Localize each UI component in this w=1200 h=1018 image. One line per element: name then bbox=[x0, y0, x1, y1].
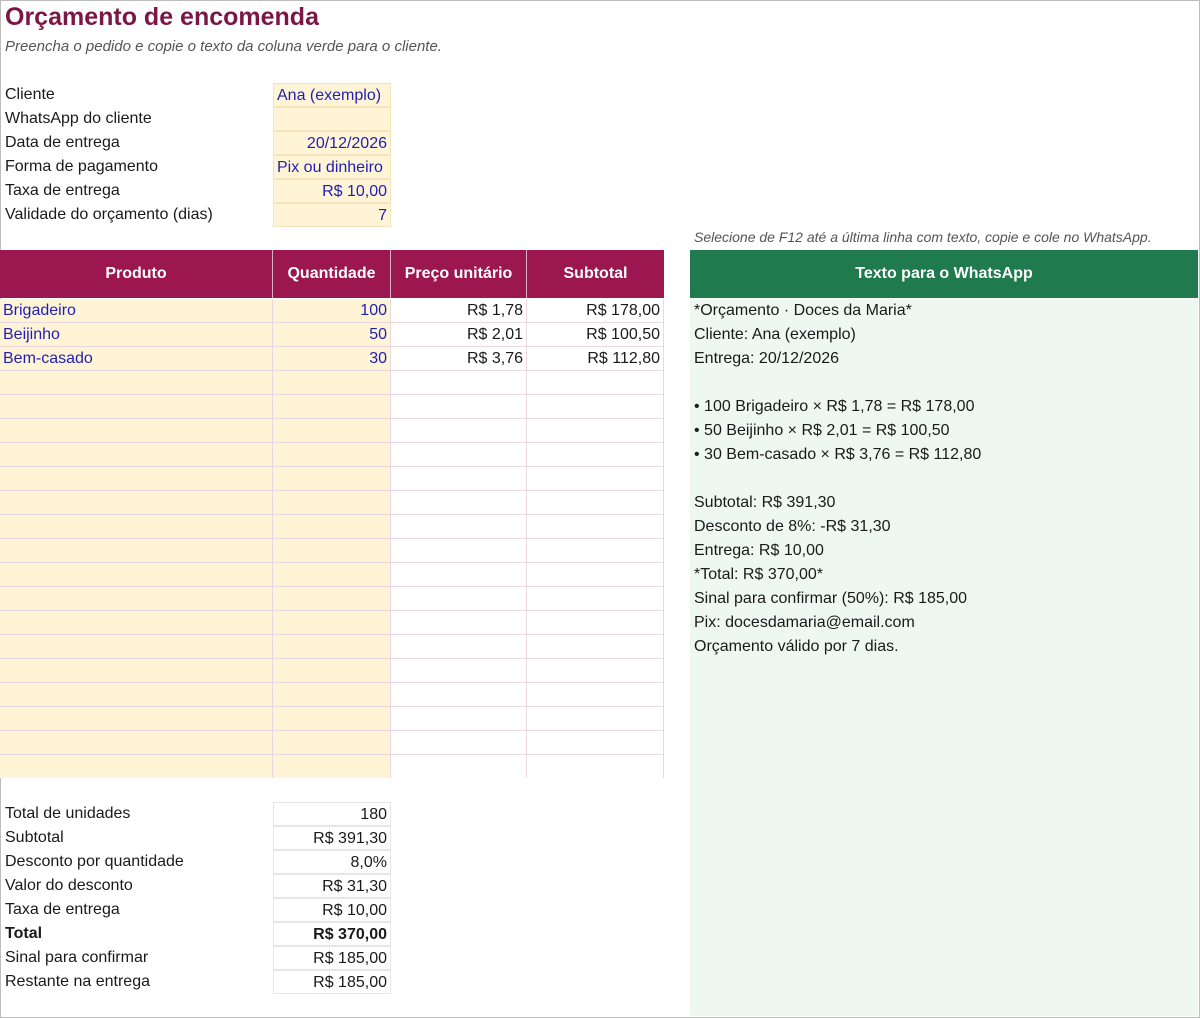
cell-quantidade[interactable] bbox=[273, 611, 391, 635]
cell-produto[interactable] bbox=[0, 419, 273, 443]
cell-subtotal[interactable] bbox=[527, 515, 664, 539]
table-row bbox=[0, 467, 664, 491]
whatsapp-text-line: Pix: docesdamaria@email.com bbox=[694, 614, 915, 631]
column-header-subtotal[interactable]: Subtotal bbox=[527, 250, 664, 298]
whatsapp-text-line: • 30 Bem-casado × R$ 3,76 = R$ 112,80 bbox=[694, 446, 982, 463]
table-row bbox=[0, 419, 664, 443]
cell-subtotal[interactable] bbox=[527, 491, 664, 515]
table-row bbox=[0, 611, 664, 635]
cell-quantidade[interactable]: 50 bbox=[273, 323, 391, 347]
cell-produto[interactable] bbox=[0, 371, 273, 395]
cell-preco-unitario[interactable]: R$ 2,01 bbox=[391, 323, 527, 347]
input-whatsapp[interactable] bbox=[273, 107, 391, 131]
cell-quantidade[interactable] bbox=[273, 395, 391, 419]
cell-produto[interactable] bbox=[0, 515, 273, 539]
total-value[interactable]: R$ 391,30 bbox=[273, 826, 391, 850]
table-row bbox=[0, 443, 664, 467]
cell-subtotal[interactable] bbox=[527, 611, 664, 635]
total-label: Subtotal bbox=[5, 829, 64, 846]
input-forma-pagamento[interactable]: Pix ou dinheiro bbox=[273, 155, 391, 179]
cell-subtotal[interactable] bbox=[527, 467, 664, 491]
label-taxa-entrega: Taxa de entrega bbox=[5, 182, 120, 199]
total-label: Total de unidades bbox=[5, 805, 131, 822]
whatsapp-text-line: Orçamento válido por 7 dias. bbox=[694, 638, 899, 655]
cell-subtotal[interactable] bbox=[527, 539, 664, 563]
cell-quantidade[interactable] bbox=[273, 419, 391, 443]
table-row bbox=[0, 707, 664, 731]
cell-quantidade[interactable] bbox=[273, 659, 391, 683]
label-data-entrega: Data de entrega bbox=[5, 134, 120, 151]
whatsapp-text-line: Cliente: Ana (exemplo) bbox=[694, 326, 856, 343]
table-row bbox=[0, 323, 664, 347]
table-row bbox=[0, 299, 664, 323]
table-row bbox=[0, 563, 664, 587]
input-cliente[interactable]: Ana (exemplo) bbox=[273, 83, 391, 107]
copy-instruction-note: Selecione de F12 até a última linha com texto, copie e cole no WhatsApp. bbox=[694, 229, 1152, 245]
total-value[interactable]: R$ 10,00 bbox=[273, 898, 391, 922]
table-row bbox=[0, 539, 664, 563]
label-cliente: Cliente bbox=[5, 86, 55, 103]
cell-produto[interactable] bbox=[0, 443, 273, 467]
column-header-quantidade[interactable]: Quantidade bbox=[273, 250, 391, 298]
total-value[interactable]: R$ 370,00 bbox=[273, 922, 391, 946]
whatsapp-text-line: • 50 Beijinho × R$ 2,01 = R$ 100,50 bbox=[694, 422, 950, 439]
cell-quantidade[interactable] bbox=[273, 563, 391, 587]
order-table bbox=[0, 299, 664, 778]
cell-produto[interactable] bbox=[0, 491, 273, 515]
whatsapp-text-panel[interactable] bbox=[690, 299, 1198, 1016]
total-label: Restante na entrega bbox=[5, 973, 150, 990]
cell-preco-unitario[interactable] bbox=[391, 587, 527, 611]
cell-produto[interactable] bbox=[0, 395, 273, 419]
cell-preco-unitario[interactable] bbox=[391, 419, 527, 443]
input-data-entrega[interactable]: 20/12/2026 bbox=[273, 131, 391, 155]
whatsapp-text-line: *Total: R$ 370,00* bbox=[694, 566, 823, 583]
cell-subtotal[interactable]: R$ 100,50 bbox=[527, 323, 664, 347]
cell-produto[interactable]: Brigadeiro bbox=[0, 299, 273, 323]
cell-subtotal[interactable] bbox=[527, 755, 664, 778]
cell-preco-unitario[interactable] bbox=[391, 443, 527, 467]
label-forma-pagamento: Forma de pagamento bbox=[5, 158, 158, 175]
whatsapp-column-header[interactable]: Texto para o WhatsApp bbox=[690, 250, 1198, 298]
cell-quantidade[interactable] bbox=[273, 755, 391, 778]
cell-preco-unitario[interactable] bbox=[391, 539, 527, 563]
cell-subtotal[interactable] bbox=[527, 371, 664, 395]
table-row bbox=[0, 395, 664, 419]
total-label: Desconto por quantidade bbox=[5, 853, 184, 870]
cell-preco-unitario[interactable] bbox=[391, 491, 527, 515]
cell-preco-unitario[interactable] bbox=[391, 683, 527, 707]
table-row bbox=[0, 371, 664, 395]
total-value[interactable]: 180 bbox=[273, 802, 391, 826]
cell-quantidade[interactable] bbox=[273, 371, 391, 395]
cell-preco-unitario[interactable] bbox=[391, 659, 527, 683]
whatsapp-text-line: Entrega: 20/12/2026 bbox=[694, 350, 840, 367]
input-validade[interactable]: 7 bbox=[273, 203, 391, 227]
cell-produto[interactable] bbox=[0, 683, 273, 707]
cell-preco-unitario[interactable]: R$ 3,76 bbox=[391, 347, 527, 371]
cell-subtotal[interactable] bbox=[527, 563, 664, 587]
total-label: Total bbox=[5, 925, 43, 942]
table-row bbox=[0, 683, 664, 707]
cell-produto[interactable] bbox=[0, 611, 273, 635]
cell-quantidade[interactable] bbox=[273, 731, 391, 755]
cell-produto[interactable] bbox=[0, 659, 273, 683]
table-row bbox=[0, 515, 664, 539]
table-row bbox=[0, 635, 664, 659]
total-value[interactable]: R$ 31,30 bbox=[273, 874, 391, 898]
cell-subtotal[interactable] bbox=[527, 731, 664, 755]
cell-produto[interactable] bbox=[0, 635, 273, 659]
cell-subtotal[interactable]: R$ 112,80 bbox=[527, 347, 664, 371]
label-validade: Validade do orçamento (dias) bbox=[5, 206, 213, 223]
whatsapp-text-line: Entrega: R$ 10,00 bbox=[694, 542, 824, 559]
column-header-preco-unitario[interactable]: Preço unitário bbox=[391, 250, 527, 298]
cell-preco-unitario[interactable] bbox=[391, 467, 527, 491]
cell-preco-unitario[interactable] bbox=[391, 563, 527, 587]
cell-subtotal[interactable] bbox=[527, 587, 664, 611]
total-value[interactable]: 8,0% bbox=[273, 850, 391, 874]
total-label: Taxa de entrega bbox=[5, 901, 120, 918]
whatsapp-text-line: Desconto de 8%: -R$ 31,30 bbox=[694, 518, 891, 535]
cell-quantidade[interactable] bbox=[273, 707, 391, 731]
cell-preco-unitario[interactable] bbox=[391, 731, 527, 755]
cell-quantidade[interactable] bbox=[273, 683, 391, 707]
column-header-produto[interactable]: Produto bbox=[0, 250, 273, 298]
input-taxa-entrega[interactable]: R$ 10,00 bbox=[273, 179, 391, 203]
cell-preco-unitario[interactable] bbox=[391, 395, 527, 419]
cell-produto[interactable] bbox=[0, 707, 273, 731]
cell-produto[interactable] bbox=[0, 539, 273, 563]
cell-quantidade[interactable] bbox=[273, 515, 391, 539]
whatsapp-text-line: Subtotal: R$ 391,30 bbox=[694, 494, 836, 511]
cell-produto[interactable]: Beijinho bbox=[0, 323, 273, 347]
cell-subtotal[interactable]: R$ 178,00 bbox=[527, 299, 664, 323]
cell-subtotal[interactable] bbox=[527, 659, 664, 683]
cell-quantidade[interactable]: 100 bbox=[273, 299, 391, 323]
table-row bbox=[0, 491, 664, 515]
cell-subtotal[interactable] bbox=[527, 443, 664, 467]
total-label: Sinal para confirmar bbox=[5, 949, 149, 966]
cell-quantidade[interactable] bbox=[273, 443, 391, 467]
table-row bbox=[0, 347, 664, 371]
cell-quantidade[interactable] bbox=[273, 467, 391, 491]
table-row bbox=[0, 659, 664, 683]
cell-preco-unitario[interactable] bbox=[391, 611, 527, 635]
whatsapp-text-line: • 100 Brigadeiro × R$ 1,78 = R$ 178,00 bbox=[694, 398, 975, 415]
total-label: Valor do desconto bbox=[5, 877, 133, 894]
cell-produto[interactable]: Bem-casado bbox=[0, 347, 273, 371]
table-row bbox=[0, 755, 664, 778]
page-subtitle: Preencha o pedido e copie o texto da coluna verde para o cliente. bbox=[5, 38, 442, 55]
cell-subtotal[interactable] bbox=[527, 683, 664, 707]
cell-produto[interactable] bbox=[0, 467, 273, 491]
page-title: Orçamento de encomenda bbox=[5, 3, 319, 31]
whatsapp-text-line: *Orçamento · Doces da Maria* bbox=[694, 302, 912, 319]
total-value[interactable]: R$ 185,00 bbox=[273, 970, 391, 994]
cell-quantidade[interactable] bbox=[273, 635, 391, 659]
cell-quantidade[interactable]: 30 bbox=[273, 347, 391, 371]
cell-preco-unitario[interactable] bbox=[391, 515, 527, 539]
cell-produto[interactable] bbox=[0, 755, 273, 778]
cell-preco-unitario[interactable]: R$ 1,78 bbox=[391, 299, 527, 323]
table-row bbox=[0, 587, 664, 611]
cell-produto[interactable] bbox=[0, 563, 273, 587]
cell-subtotal[interactable] bbox=[527, 395, 664, 419]
cell-preco-unitario[interactable] bbox=[391, 635, 527, 659]
cell-produto[interactable] bbox=[0, 731, 273, 755]
label-whatsapp: WhatsApp do cliente bbox=[5, 110, 152, 127]
cell-quantidade[interactable] bbox=[273, 491, 391, 515]
whatsapp-text-line: Sinal para confirmar (50%): R$ 185,00 bbox=[694, 590, 968, 607]
cell-subtotal[interactable] bbox=[527, 707, 664, 731]
cell-preco-unitario[interactable] bbox=[391, 707, 527, 731]
cell-produto[interactable] bbox=[0, 587, 273, 611]
cell-quantidade[interactable] bbox=[273, 539, 391, 563]
cell-preco-unitario[interactable] bbox=[391, 755, 527, 778]
cell-subtotal[interactable] bbox=[527, 419, 664, 443]
table-row bbox=[0, 731, 664, 755]
cell-preco-unitario[interactable] bbox=[391, 371, 527, 395]
cell-quantidade[interactable] bbox=[273, 587, 391, 611]
cell-subtotal[interactable] bbox=[527, 635, 664, 659]
total-value[interactable]: R$ 185,00 bbox=[273, 946, 391, 970]
